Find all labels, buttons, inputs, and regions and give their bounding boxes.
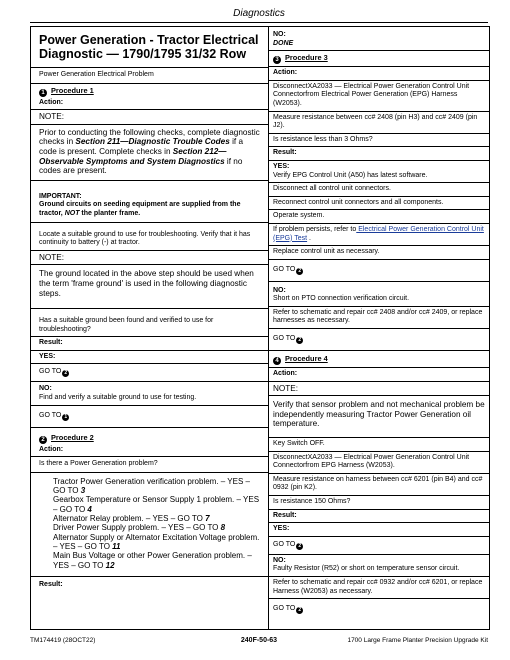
proc-4-step-3 bbox=[269, 473, 489, 495]
option-target: 3 bbox=[80, 486, 86, 496]
step-text: Measure resistance on harness between cc# 6201 (pin B4) and cc# 0932 (pin K2). bbox=[273, 475, 483, 492]
step-number-icon: 3 bbox=[273, 56, 281, 64]
proc-3-step-2 bbox=[269, 111, 489, 133]
yes-3-step-4 bbox=[269, 209, 489, 223]
option-item[interactable] bbox=[53, 477, 262, 496]
note-1-part: Prior to conducting the following checks, complete diagnostic checks in bbox=[39, 127, 260, 147]
step-text: DisconnectXA2033 — Electrical Power Generation Control Unit Connectorfrom EPG Harness (W2053). bbox=[273, 453, 470, 470]
no-label: NO: bbox=[273, 286, 286, 294]
note-1-part: if a code is present. Complete checks in bbox=[39, 137, 243, 156]
yes-3-step-5 bbox=[269, 223, 489, 245]
important-text: Ground circuits on seeding equipment are supplied from the tractor, bbox=[39, 201, 241, 217]
no-4-block bbox=[269, 554, 489, 576]
locate-ground-text bbox=[31, 222, 268, 250]
step-2-icon: 2 bbox=[296, 337, 303, 344]
step-text: Is resistance 150 Ohms? bbox=[273, 498, 351, 505]
procedure-4-link[interactable]: Procedure 4 bbox=[285, 354, 328, 364]
goto-label: GO TO bbox=[273, 605, 296, 613]
result-2-label-row bbox=[31, 576, 268, 592]
right-column bbox=[269, 27, 489, 629]
no-3-block bbox=[269, 281, 489, 306]
option-target: 4 bbox=[87, 504, 92, 514]
step-text: Refer to schematic and repair cc# 2408 and/or cc# 2409, or replace harnesses as necessary. bbox=[273, 308, 483, 325]
option-item[interactable] bbox=[53, 523, 262, 532]
option-target: 8 bbox=[220, 523, 226, 533]
option-text: Alternator Relay problem. – YES – GO TO bbox=[53, 514, 206, 524]
goto-no-1[interactable] bbox=[31, 405, 268, 427]
diagnostic-table bbox=[30, 26, 490, 630]
yes-4-label-row bbox=[269, 522, 489, 536]
result-label: Result: bbox=[273, 149, 297, 157]
note-4-label-row bbox=[269, 381, 489, 396]
option-item[interactable] bbox=[53, 514, 262, 523]
step-text: Faulty Resistor (R52) or short on temperature sensor circuit. bbox=[273, 565, 460, 573]
no-done-block bbox=[269, 27, 489, 50]
footer-manual-title: 1700 Large Frame Planter Precision Upgrade Kit bbox=[347, 637, 488, 644]
goto-label: GO TO bbox=[273, 540, 296, 548]
important-block bbox=[31, 180, 268, 222]
goto-label: GO TO bbox=[273, 265, 296, 273]
note-2-label: NOTE: bbox=[39, 252, 65, 262]
yes-3-block bbox=[269, 160, 489, 182]
procedure-2-link[interactable]: Procedure 2 bbox=[51, 432, 94, 442]
footer-page-number: 240F-50-63 bbox=[240, 637, 278, 644]
goto-label: GO TO bbox=[273, 335, 296, 343]
option-target: 11 bbox=[112, 541, 121, 551]
option-item[interactable] bbox=[53, 533, 262, 552]
important-label: IMPORTANT: bbox=[39, 192, 82, 200]
option-target: 7 bbox=[205, 514, 210, 524]
no-3-step-2 bbox=[269, 306, 489, 328]
option-item[interactable] bbox=[53, 551, 262, 570]
result-3-label-row bbox=[269, 146, 489, 160]
proc-3-step-1 bbox=[269, 80, 489, 111]
left-column bbox=[31, 27, 269, 629]
action-label: Action: bbox=[39, 98, 64, 106]
no-1-block bbox=[31, 381, 268, 404]
question-2-text: Is there a Power Generation problem? bbox=[39, 460, 158, 468]
proc-3-step-3 bbox=[269, 133, 489, 147]
yes-label: YES: bbox=[273, 525, 290, 533]
step-text: If problem persists, refer to bbox=[273, 225, 357, 233]
action-label: Action: bbox=[273, 370, 298, 378]
goto-no-3[interactable] bbox=[269, 328, 489, 350]
yes-1-label-row bbox=[31, 350, 268, 364]
step-text: Refer to schematic and repair cc# 0932 and/or cc# 6201, or replace Harness (W2053) as necessary. bbox=[273, 578, 483, 595]
important-text: the planter frame. bbox=[79, 209, 141, 217]
step-1-icon: 1 bbox=[62, 414, 69, 421]
goto-label: GO TO bbox=[39, 368, 62, 376]
option-item[interactable] bbox=[53, 495, 262, 514]
note-2-text bbox=[31, 264, 268, 308]
no-label: NO: bbox=[273, 556, 286, 564]
yes-label: YES: bbox=[39, 352, 56, 360]
proc-4-step-1 bbox=[269, 437, 489, 451]
procedure-4-header bbox=[269, 350, 489, 367]
note-2-label-row bbox=[31, 250, 268, 265]
result-label: Result: bbox=[39, 580, 63, 588]
note-label: NOTE: bbox=[273, 383, 299, 393]
problem-row bbox=[31, 67, 268, 83]
note-4-text bbox=[269, 395, 489, 437]
step-text: Replace control unit as necessary. bbox=[273, 248, 380, 256]
result-1-label-row bbox=[31, 336, 268, 350]
result-4-label-row bbox=[269, 509, 489, 523]
running-header bbox=[30, 8, 488, 23]
procedure-3-header bbox=[269, 50, 489, 66]
no-text: Find and verify a suitable ground to use for testing. bbox=[39, 394, 197, 402]
step-text: Measure resistance between cc# 2408 (pin H3) and cc# 2409 (pin J2). bbox=[273, 113, 478, 130]
yes-3-step-3 bbox=[269, 196, 489, 210]
important-emphasis: NOT bbox=[64, 209, 80, 217]
problem-text: Power Generation Electrical Problem bbox=[39, 71, 154, 78]
option-text: Alternator Supply or Alternator Excitation Voltage problem. – YES – GO TO bbox=[53, 532, 260, 551]
option-text: Tractor Power Generation verification problem. – YES – GO TO bbox=[53, 476, 250, 496]
note-label-row bbox=[31, 109, 268, 124]
question-1-text: Has a suitable ground been found and verified to use for troubleshooting? bbox=[39, 317, 214, 333]
step-text: DisconnectXA2033 — Electrical Power Generation Control Unit Connectorfrom Electrical Power Generation (EPG) Harness (W2053). bbox=[273, 82, 470, 107]
question-1 bbox=[31, 308, 268, 336]
step-text: Operate system. bbox=[273, 212, 325, 220]
question-2 bbox=[31, 456, 268, 472]
step-number-icon: 1 bbox=[39, 89, 47, 97]
option-list bbox=[53, 477, 262, 570]
procedure-3-link[interactable]: Procedure 3 bbox=[285, 53, 328, 63]
note-2-body: The ground located in the above step should be used when the term 'frame ground' is used in the following diagnostic steps. bbox=[39, 269, 254, 298]
goto-no-4[interactable] bbox=[269, 598, 489, 620]
step-text: Verify EPG Control Unit (A50) has latest software. bbox=[273, 171, 428, 179]
epg-control-unit-test-link[interactable]: Electrical Power Generation Control Unit (EPG) Test bbox=[273, 225, 484, 242]
step-text: Disconnect all control unit connectors. bbox=[273, 185, 391, 193]
option-text: Gearbox Temperature or Sensor Supply 1 problem. – YES – GO TO bbox=[53, 495, 260, 514]
action-label: Action: bbox=[39, 445, 64, 453]
option-target: 12 bbox=[105, 560, 115, 570]
procedure-2-header bbox=[31, 427, 268, 457]
goto-yes-4[interactable] bbox=[269, 536, 489, 554]
note-4-body: Verify that sensor problem and not mechanical problem be independently measuring Tractor Power Generation oil temperature. bbox=[273, 400, 485, 429]
note-1-text bbox=[31, 124, 268, 180]
footer-doc-id: TM174419 (28OCT22) bbox=[30, 637, 96, 644]
section-212-ref: Section 212—Observable Symptoms and System Diagnostics bbox=[39, 146, 227, 166]
no-4-step-2 bbox=[269, 576, 489, 598]
section-title: Diagnostics bbox=[233, 8, 285, 19]
action-3-label-row bbox=[269, 66, 489, 80]
option-text: Driver Power Supply problem. – YES – GO TO bbox=[53, 523, 221, 533]
section-211-ref: Section 211—Diagnostic Trouble Codes bbox=[75, 137, 230, 147]
result-label: Result: bbox=[39, 339, 63, 347]
option-text: Main Bus Voltage or other Power Generation problem. – YES – GO TO bbox=[53, 551, 252, 570]
action-label: Action: bbox=[273, 69, 298, 77]
goto-yes-3[interactable] bbox=[269, 259, 489, 281]
result-label: Result: bbox=[273, 511, 297, 519]
locate-text: Locate a suitable ground to use for troubleshooting. Verify that it has continuity to battery (-) at tractor. bbox=[39, 230, 251, 247]
done-text: DONE bbox=[273, 39, 294, 47]
action-4-label-row bbox=[269, 367, 489, 381]
procedure-1-header bbox=[31, 83, 268, 110]
step-text: Short on PTO connection verification circuit. bbox=[273, 295, 410, 303]
page-title: Power Generation - Tractor Electrical Diagnostic — 1790/1795 31/32 Row bbox=[39, 33, 259, 61]
step-2-icon: 2 bbox=[296, 543, 303, 550]
no-label: NO: bbox=[273, 31, 286, 38]
goto-label: GO TO bbox=[39, 411, 62, 419]
step-text: Reconnect control unit connectors and all components. bbox=[273, 198, 444, 206]
proc-4-step-4 bbox=[269, 495, 489, 509]
note-1-part: if no codes are present. bbox=[39, 156, 243, 176]
step-text: . bbox=[307, 234, 311, 242]
note-label: NOTE: bbox=[39, 112, 65, 122]
step-text: Key Switch OFF. bbox=[273, 440, 325, 448]
options-block bbox=[31, 472, 268, 576]
yes-3-step-2 bbox=[269, 182, 489, 196]
step-number-icon: 4 bbox=[273, 357, 281, 365]
step-2-icon: 2 bbox=[296, 607, 303, 614]
no-label: NO: bbox=[39, 385, 52, 393]
yes-label: YES: bbox=[273, 162, 290, 170]
step-text: Is resistance less than 3 Ohms? bbox=[273, 135, 373, 143]
yes-3-step-6 bbox=[269, 245, 489, 259]
goto-yes-1[interactable] bbox=[31, 363, 268, 381]
step-2-icon: 2 bbox=[296, 268, 303, 275]
step-2-icon: 2 bbox=[62, 370, 69, 377]
proc-4-step-2 bbox=[269, 451, 489, 473]
procedure-1-link[interactable]: Procedure 1 bbox=[51, 85, 94, 95]
step-number-icon: 2 bbox=[39, 436, 47, 444]
